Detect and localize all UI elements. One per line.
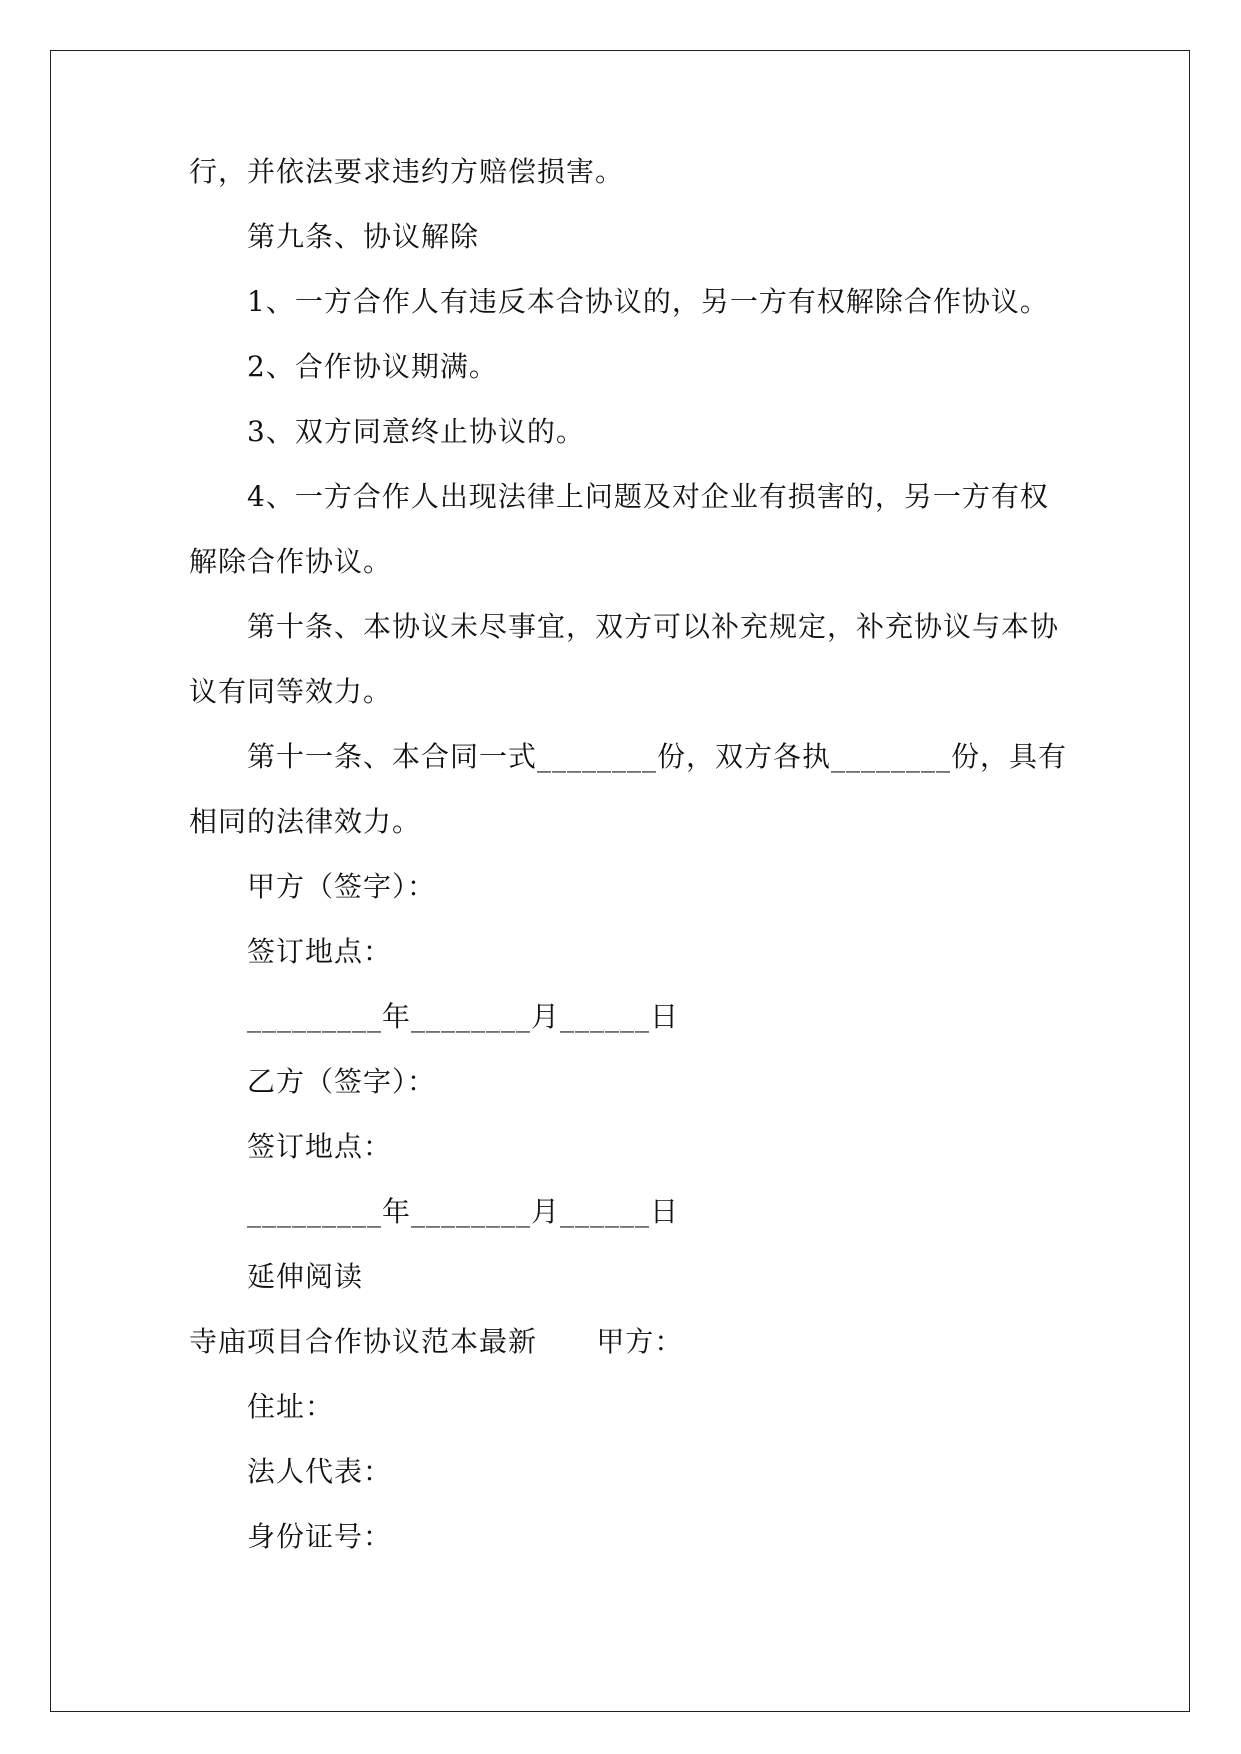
text-line: 1、一方合作人有违反本合协议的，另一方有权解除合作协议。 — [247, 285, 1049, 318]
legal-representative-label: 法人代表： — [247, 1455, 393, 1488]
signing-place-label: 签订地点： — [247, 935, 393, 968]
related-title-line: 寺庙项目合作协议范本最新 甲方： — [189, 1325, 684, 1358]
text-line: 相同的法律效力。 — [189, 805, 422, 838]
address-label: 住址： — [247, 1390, 335, 1423]
party-b-signature-label: 乙方（签字）： — [247, 1065, 437, 1098]
section-heading: 第九条、协议解除 — [247, 220, 480, 253]
text-line: 第十一条、本合同一式________份，双方各执________份，具有 — [247, 740, 1068, 773]
text-line: 4、一方合作人出现法律上问题及对企业有损害的，另一方有权 — [247, 480, 1049, 513]
text-line: 解除合作协议。 — [189, 545, 393, 578]
text-line: 议有同等效力。 — [189, 675, 393, 708]
date-line: _________年________月______日 — [247, 1195, 680, 1228]
date-line: _________年________月______日 — [247, 1000, 680, 1033]
id-number-label: 身份证号： — [247, 1520, 393, 1553]
text-line: 行，并依法要求违约方赔偿损害。 — [189, 155, 625, 188]
extended-reading-heading: 延伸阅读 — [247, 1260, 364, 1293]
signing-place-label: 签订地点： — [247, 1130, 393, 1163]
text-line: 2、合作协议期满。 — [247, 350, 498, 383]
text-line: 3、双方同意终止协议的。 — [247, 415, 585, 448]
party-a-signature-label: 甲方（签字）： — [247, 870, 437, 903]
text-line: 第十条、本协议未尽事宜，双方可以补充规定，补充协议与本协 — [247, 610, 1060, 643]
